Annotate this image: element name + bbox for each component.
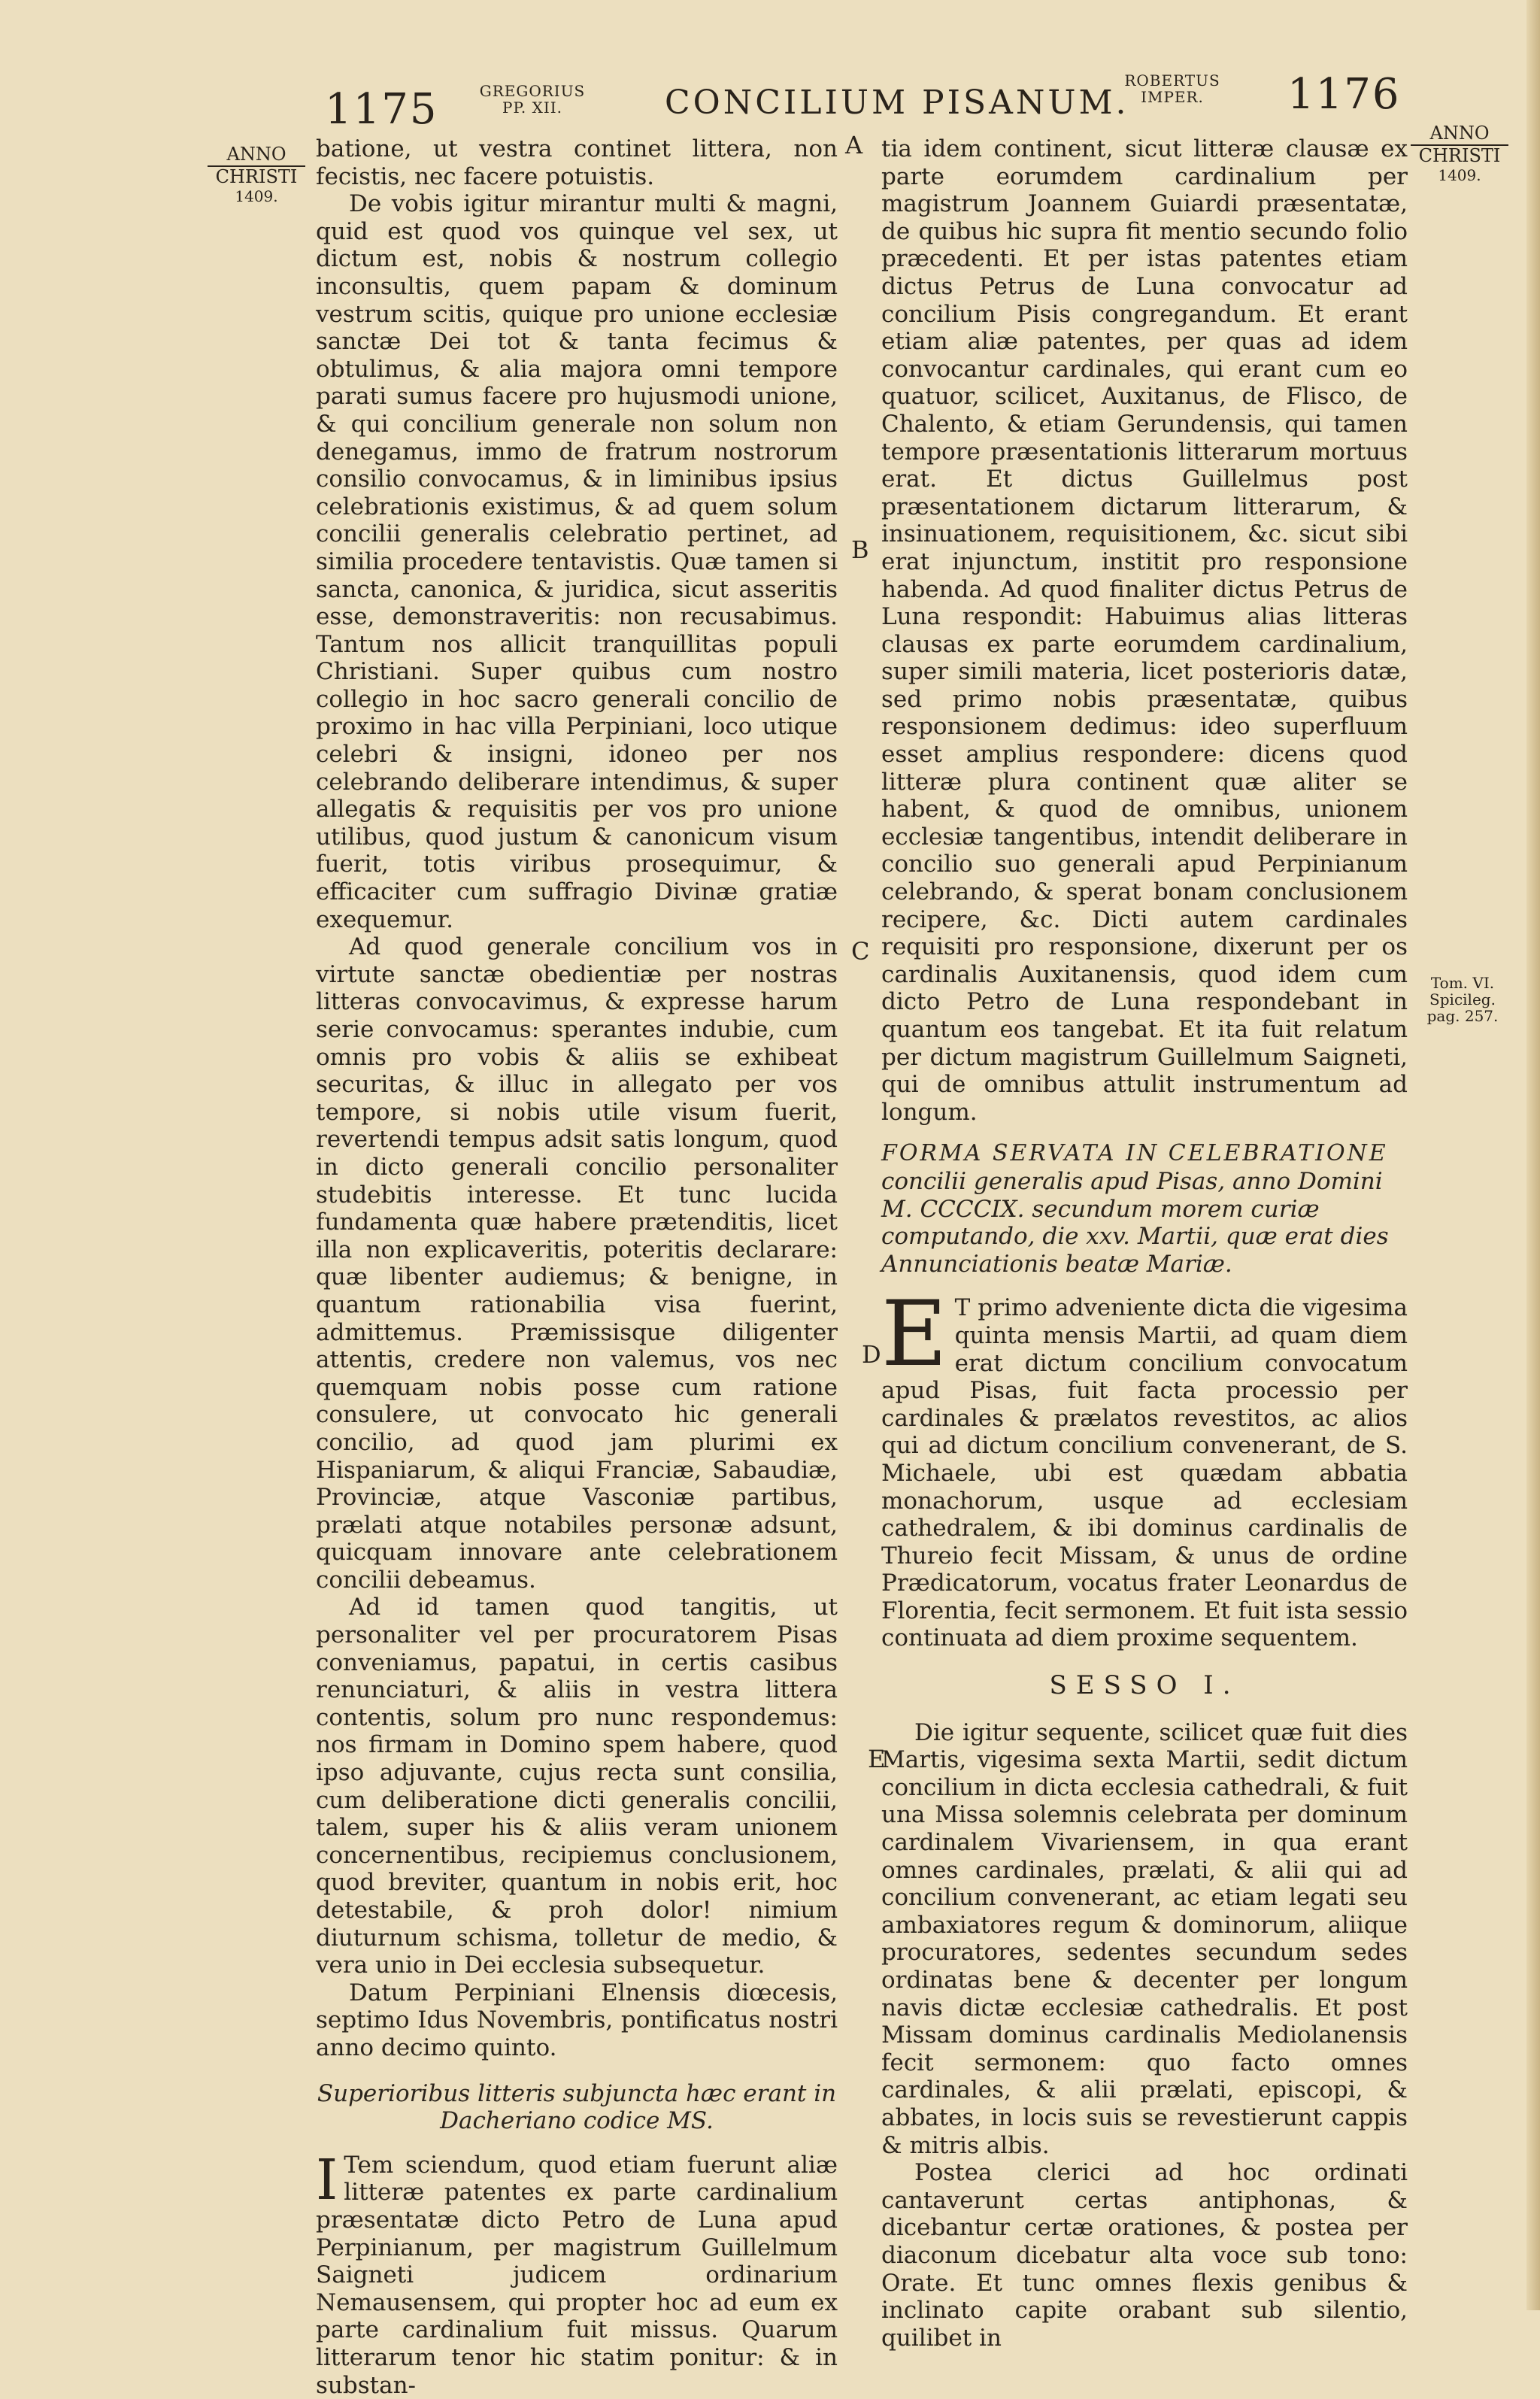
reference-line: pag. 257. — [1426, 1007, 1499, 1025]
running-head-line: GREGORIUS — [479, 82, 586, 100]
paragraph: De vobis igitur mirantur multi & magni, quid est quod vos quinque vel sex, ut dictum est, nobis & nostrum collegio inconsultis, quem papam & dominum vestrum scitis, quique pro unione ecclesiæ sanctæ Dei tot & tanta fecimus & obtulimus, & alia majora omni tempore parati sumus facere pro hujusmodi unione, & qui concilium generale non solum non denegamus, immo de fratrum nostrorum consilio convocamus, & in liminibus ipsius celebrationis existimus, & ad quem solum concilii generalis celebratio pertinet, ad similia procedere tentavistis. Quæ tamen si sancta, canonica, & juridica, sicut asseritis esse, demonstraveritis: non recusabimus. Tantum nos allicit tranquillitas populi Christiani. Super quibus cum nostro collegio in hoc sacro generali concilio de proximo in hac villa Perpiniani, loco utique celebri & insigni, idoneo per nos celebrando deliberare intendimus, & super allegatis & requisitis per vos pro unione utilibus, quod justum & canonicum visum fuerit, totis viribus prosequimur, & efficaciter cum suffragio Divinæ gratiæ exequemur. — [316, 190, 838, 933]
session-heading: SESSO I. — [1049, 1670, 1240, 1701]
right-running-head — [1116, 72, 1229, 105]
reference-line: Spicileg. — [1429, 990, 1496, 1008]
subjoined-heading: Superioribus litteris subjuncta hæc erant in Dacheriano codice MS. — [317, 2079, 837, 2135]
section-letter-a: A — [845, 131, 863, 159]
reference-note — [1414, 975, 1511, 1024]
section-letter-c: C — [851, 937, 870, 966]
right-column — [881, 135, 1408, 2352]
year-note-line: 1409. — [235, 187, 278, 205]
paragraph: batione, ut vestra continet littera, non fecistis, nec facere potuistis. — [316, 135, 838, 190]
year-note-line: 1409. — [1438, 166, 1481, 184]
section-heading — [881, 1139, 1408, 1278]
forma-subtitle: concilii generalis apud Pisas, anno Domini M. CCCCIX. secundum morem curiæ computando, die xxv. Martii, quæ erat dies Annunciationis beatæ Mariæ. — [881, 1167, 1389, 1278]
paragraph: tia idem continent, sicut litteræ clausæ ex parte eorumdem cardinalium per magistrum Joannem Guiardi præsentatæ, de quibus hic supra fit mentio secundo folio præcedenti. Et per istas patentes etiam dictus Petrus de Luna convocatur ad concilium Pisis congregandum. Et erant etiam aliæ patentes, per quas ad idem convocantur cardinales, qui erant cum eo quatuor, scilicet, Auxitanus, de Flisco, de Chalento, & etiam Gerundensis, qui tamen tempore præsentationis litterarum mortuus erat. Et dictus Guillelmus post præsentationem dictarum litterarum, & insinuationem, requisitionem, &c. sicut sibi erat injunctum, institit pro responsione habenda. Ad quod finaliter dictus Petrus de Luna respondit: Habuimus alias litteras clausas ex parte eorumdem cardinalium, super simili materia, licet posterioris datæ, sed primo nobis præsentatæ, quibus responsionem dedimus: ideo superfluum esset amplius respondere: dicens quod litteræ plura continent quæ aliter se habent, & quod de omnibus, unionem ecclesiæ tangentibus, intendit deliberare in concilio suo generali apud Perpinianum celebrando, & sperat bonam conclusionem recipere, &c. Dicti autem cardinales requisiti pro responsione, dixerunt per os cardinalis Auxitanensis, quod idem cum dicto Petro de Luna respondebant in quantum eos tangebat. Et ita fuit relatum per dictum magistrum Guillelmum Saigneti, qui de omnibus attulit instrumentum ad longum. — [881, 135, 1408, 1126]
page-title: CONCILIUM PISANUM. — [665, 83, 1129, 122]
running-head-line: ROBERTUS — [1124, 71, 1220, 89]
paragraph: Die igitur sequente, scilicet quæ fuit dies Martis, vigesima sexta Martii, sedit dictum concilium in dicta ecclesia cathedrali, & fuit una Missa solemnis celebrata per dominum cardinalem Vivariensem, in qua erant omnes cardinales, prælati, & alii qui ad concilium convenerant, ac etiam legati seu ambaxiatores regum & dominorum, aliique procuratores, sedentes secundum sedes ordinatas bene & decenter per longum navis dictæ ecclesiæ cathedralis. Et post Missam dominus cardinalis Mediolanensis fecit sermonem: quo facto omnes cardinales, & alii prælati, episcopi, & abbates, in locis suis se revestierunt cappis & mitris albis. — [881, 1718, 1408, 2159]
year-note-line: ANNO — [208, 144, 305, 167]
drop-cap: E — [881, 1282, 947, 1388]
paragraph: Ad quod generale concilium vos in virtute sanctæ obedientiæ per nostras litteras convocavimus, & expresse harum serie convocamus: sperantes indubie, cum omnis pro vobis & aliis se exhibeat securitas, & illuc in allegato per vos tempore, si nobis utile visum fuerit, revertendi tempus adsit satis longum, quod in dicto generali concilio personaliter studebitis interesse. Et tunc lucida fundamenta quæ habere prætenditis, licet illa non explicaveritis, poteritis declarare: quæ libenter audiemus; & benigne, in quantum rationabilia visa fuerint, admittemus. Præmissisque diligenter attentis, credere non valemus, vos nec quemquam nobis posse cum ratione consulere, ut convocato hic generali concilio, ad quod jam plurimi ex Hispaniarum, & aliqui Franciæ, Sabaudiæ, Provinciæ, atque Vasconiæ partibus, prælati atque notabiles personæ adsunt, quicquam innovare ante celebrationem concilii debeamus. — [316, 933, 838, 1594]
paragraph — [316, 2147, 838, 2399]
reference-line: Tom. VI. — [1430, 974, 1495, 992]
running-head-line: PP. XII. — [502, 99, 562, 117]
paragraph: Postea clerici ad hoc ordinati cantaverunt certas antiphonas, & dicebantur certæ orationes, & postea per diaconum dicebatur alta voce sub tono: Orate. Et tunc omnes flexis genibus & inclinato capite orabant sub silentio, quilibet in — [881, 2159, 1408, 2352]
drop-cap: I — [316, 2147, 338, 2212]
running-head-line: IMPER. — [1141, 88, 1204, 106]
paragraph: Ad id tamen quod tangitis, ut personaliter vel per procuratorem Pisas conveniamus, papatui, in certis casibus renunciaturi, & aliis in vestra littera contentis, solum pro nunc respondemus: nos firmam in Domino spem habere, quod ipso adjuvante, cujus recta sunt consilia, cum deliberatione dicti generalis concilii, talem, super his & aliis veram unionem concernentibus, recipiemus conclusionem, quod breviter, quantum in nobis erit, hoc detestabile, & proh dolor! nimium diuturnum schisma, tolletur de medio, & vera unio in Dei ecclesia subsequetur. — [316, 1594, 838, 1979]
paragraph: Datum Perpiniani Elnensis diœcesis, septimo Idus Novembris, pontificatus nostri anno decimo quinto. — [316, 1979, 838, 2061]
left-running-head — [465, 83, 600, 116]
section-letter-e: E — [868, 1745, 886, 1773]
year-note-line: CHRISTI — [1418, 145, 1501, 166]
section-letter-d: D — [862, 1340, 881, 1369]
year-note-line: CHRISTI — [215, 166, 298, 187]
left-year-note — [208, 144, 305, 206]
right-year-note — [1411, 123, 1508, 185]
page-edge — [1526, 0, 1540, 2310]
forma-heading: FORMA SERVATA IN CELEBRATIONE — [881, 1140, 1388, 1167]
paragraph-text: Tem sciendum, quod etiam fuerunt aliæ litteræ patentes ex parte cardinalium præsentatæ dicto Petro de Luna apud Perpinianum, per magistrum Guillelmum Saigneti judicem ordinarium Nemausensem, qui propter hoc ad eum ex parte cardinalium fuit missus. Quarum litterarum tenor hic statim ponitur: & in substan- — [316, 2151, 838, 2399]
page-header — [0, 72, 1540, 132]
left-page-number: 1175 — [325, 85, 438, 134]
right-page-number: 1176 — [1287, 70, 1401, 119]
year-note-line: ANNO — [1411, 123, 1508, 146]
paragraph — [881, 1282, 1408, 1652]
paragraph-text: T primo adveniente dicta die vigesima quinta mensis Martii, ad quam diem erat dictum concilium convocatum apud Pisas, fuit facta processio per cardinales & prælatos revestitos, ac alios qui ad dictum concilium convenerant, de S. Michaele, ubi est quædam abbatia monachorum, usque ad ecclesiam cathedralem, & ibi dominus cardinalis de Thureio fecit Missam, & unus de ordine Prædicatorum, vocatus frater Leonardus de Florentia, fecit sermonem. Et fuit ista sessio continuata ad diem proxime sequentem. — [881, 1294, 1408, 1652]
left-column — [316, 135, 838, 2399]
section-letter-b: B — [851, 535, 869, 564]
